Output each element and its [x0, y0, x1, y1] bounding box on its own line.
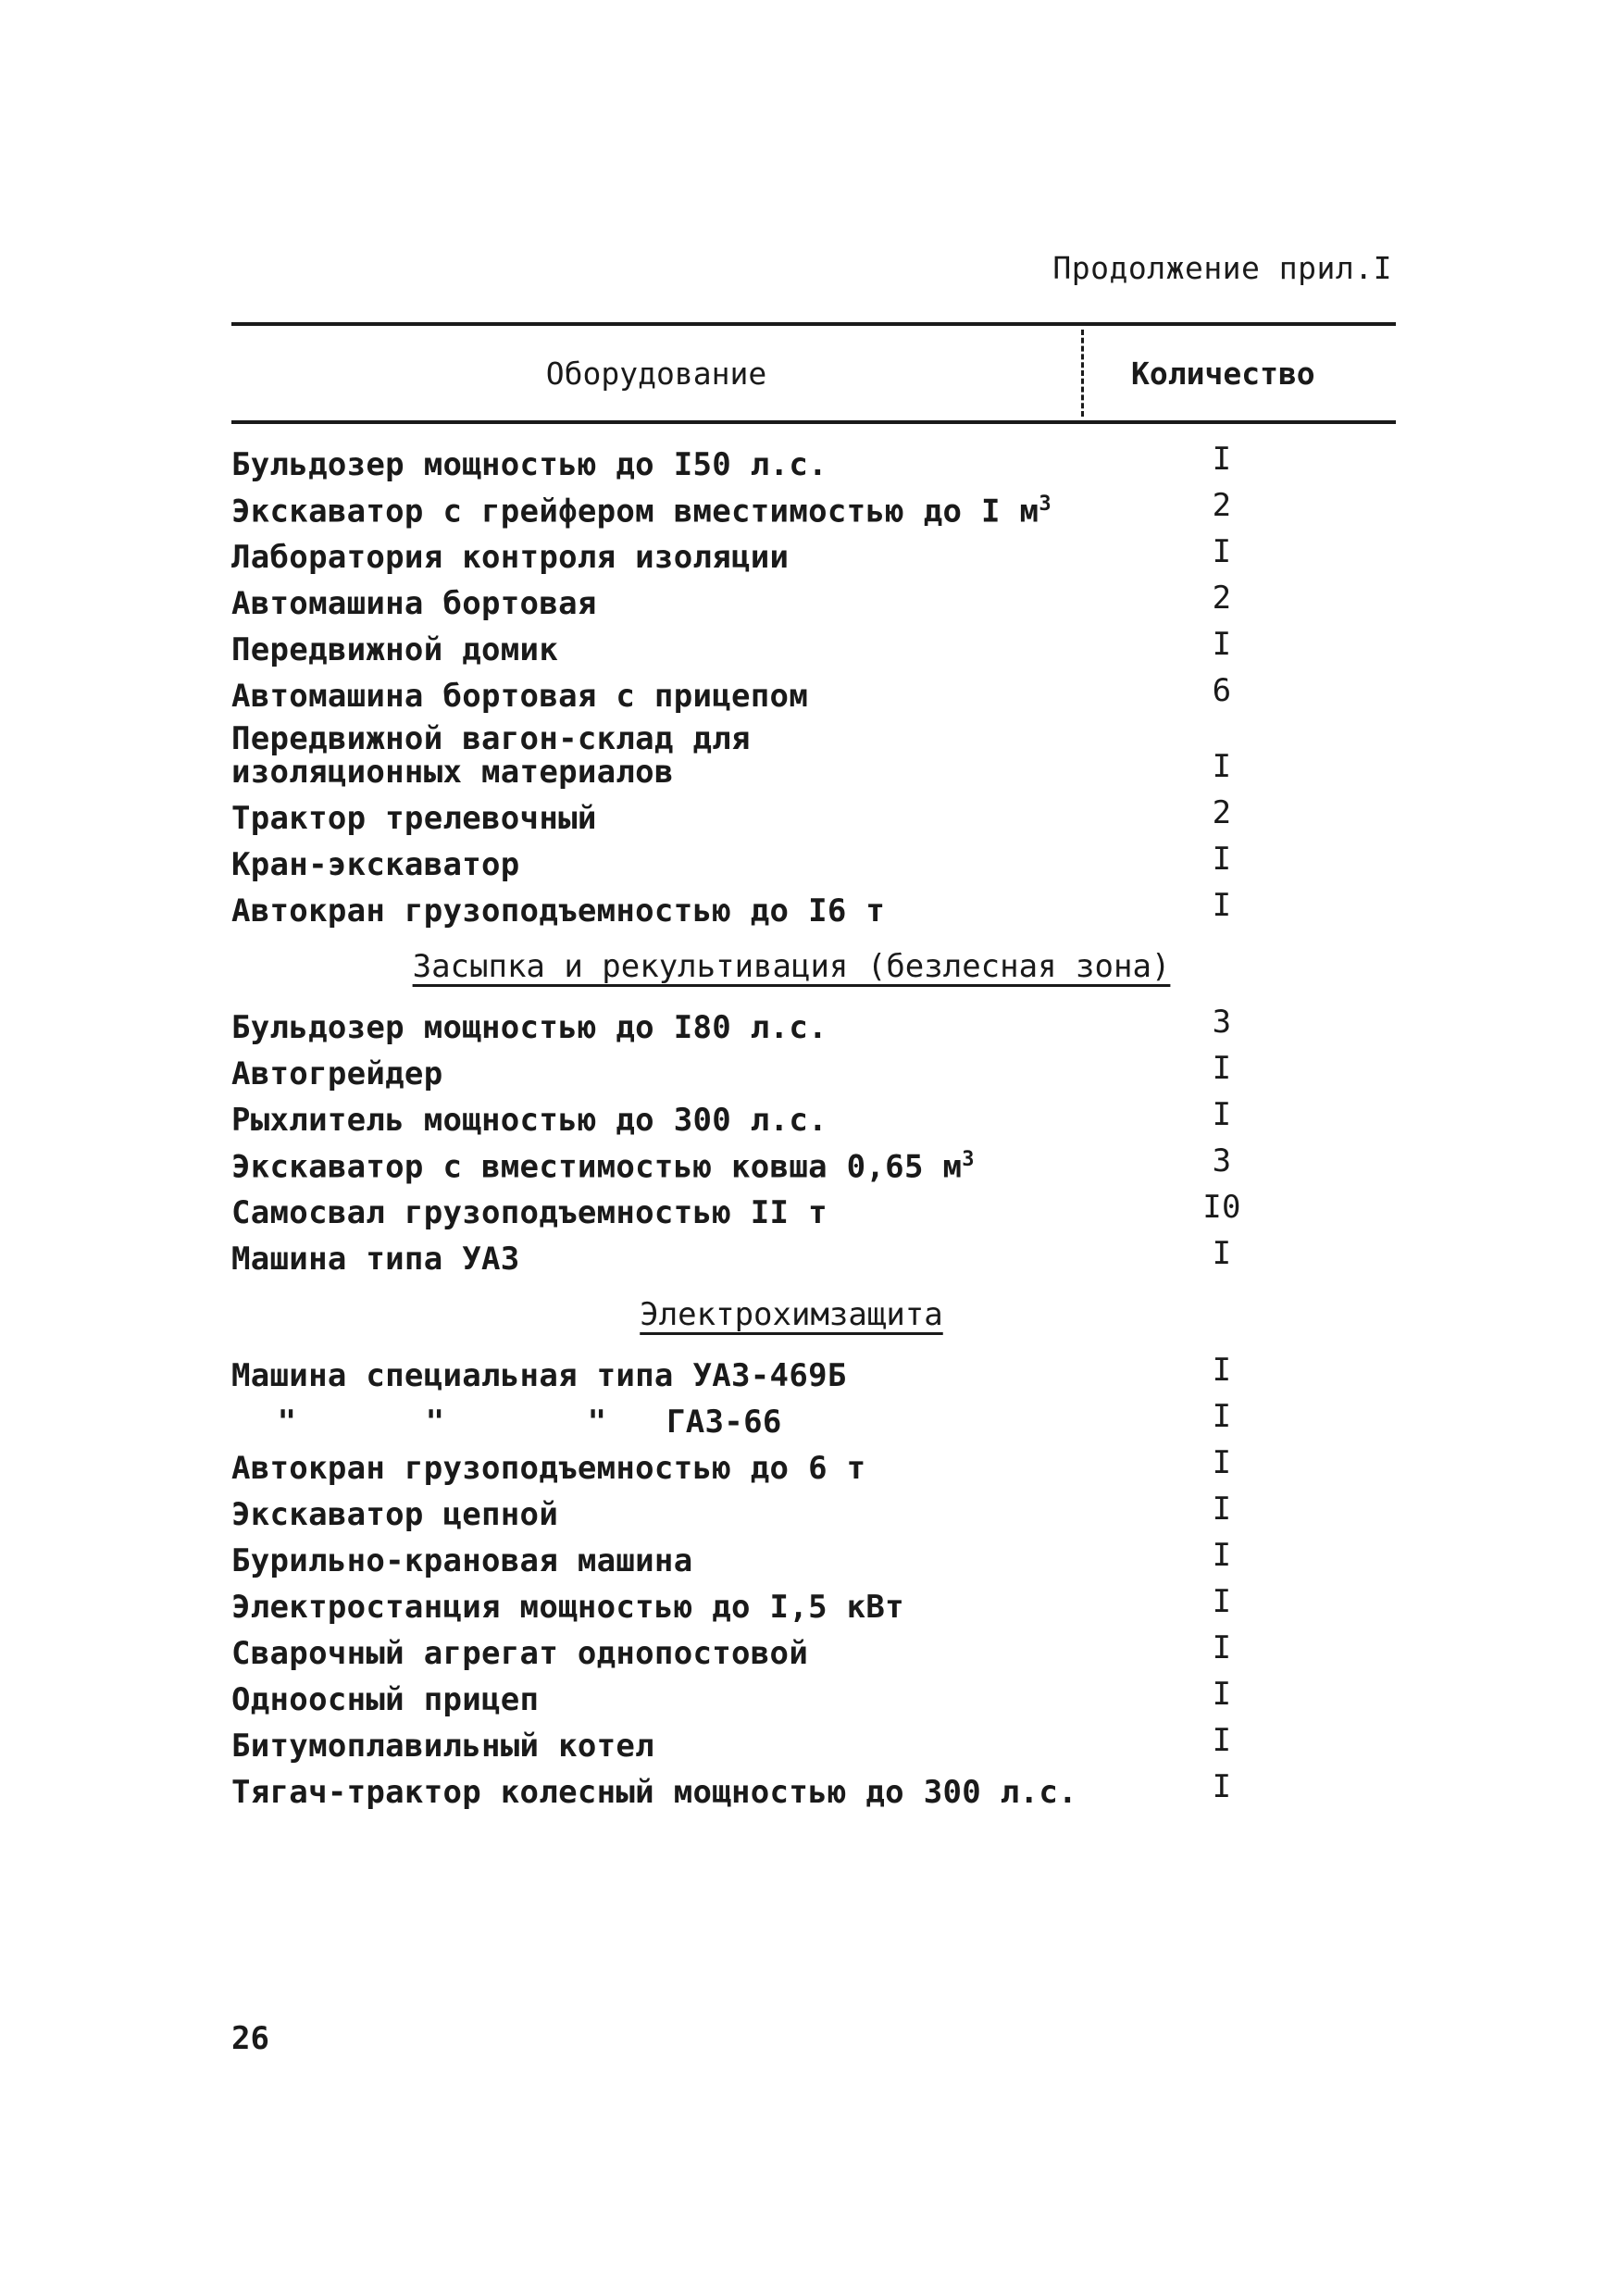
list-item: [231, 1716, 1250, 1763]
list-item: [231, 789, 1250, 835]
list-item: [231, 1624, 1250, 1670]
item-quantity: I: [1212, 441, 1232, 478]
item-quantity: I: [1212, 1537, 1232, 1574]
list-item: [231, 1346, 1250, 1392]
list-item: [231, 998, 1250, 1044]
item-quantity: I: [1212, 1722, 1232, 1759]
item-quantity: I: [1212, 841, 1232, 878]
page-number: 26: [231, 2020, 269, 2057]
item-name: Электростанция мощностью до I,5 кВт: [231, 1589, 904, 1626]
item-name: " " " ГАЗ-66: [231, 1405, 1157, 1439]
list-item: [231, 667, 1250, 713]
item-quantity: I: [1212, 1050, 1232, 1087]
item-name: Передвижной вагон-склад для изоляционных материалов: [231, 720, 751, 791]
list-item: [231, 528, 1250, 574]
list-item: [231, 1439, 1250, 1485]
list-item: [231, 1183, 1250, 1229]
list-item: [231, 1578, 1250, 1624]
item-name: Кран-экскаватор: [231, 846, 520, 883]
item-name: Бурильно-крановая машина: [231, 1542, 693, 1579]
item-name: Автокран грузоподъемностью до 6 т: [231, 1450, 866, 1487]
item-name: Трактор трелевочный: [231, 800, 597, 837]
item-quantity: 2: [1212, 580, 1232, 617]
list-item: [231, 1670, 1250, 1716]
quantity-column-header: Количество: [1131, 355, 1315, 392]
item-name: Сварочный агрегат однопостовой: [231, 1635, 809, 1672]
list-item: [231, 435, 1250, 481]
list-item: [231, 1091, 1250, 1137]
item-quantity: I: [1212, 887, 1232, 924]
item-name: Автогрейдер: [231, 1055, 443, 1092]
item-name: Битумоплавильный котел: [231, 1728, 654, 1765]
ditto-marks: " " ": [277, 1404, 607, 1441]
superscript: 3: [962, 1147, 975, 1171]
column-separator: [1081, 330, 1087, 417]
item-quantity: I0: [1202, 1189, 1241, 1226]
item-quantity: I: [1212, 1629, 1232, 1666]
list-item: [231, 1392, 1250, 1439]
item-quantity: I: [1212, 1235, 1232, 1272]
item-quantity: 3: [1212, 1142, 1232, 1179]
item-name: Машина специальная типа УАЗ-469Б: [231, 1357, 847, 1394]
item-quantity: 3: [1212, 1004, 1232, 1041]
item-quantity: I: [1212, 1491, 1232, 1528]
item-name: Экскаватор цепной: [231, 1496, 559, 1533]
item-name: Тягач-трактор колесный мощностью до 300 л.с.: [231, 1774, 1077, 1811]
list-item: [231, 1763, 1250, 1809]
list-item: [231, 1044, 1250, 1091]
item-quantity: 2: [1212, 794, 1232, 831]
list-item: [231, 1531, 1250, 1578]
item-name: Экскаватор с вместимостью ковша 0,65 $м^3$: [231, 1147, 975, 1185]
list-item: [231, 835, 1250, 881]
equipment-list: [231, 435, 1250, 1809]
list-item: [231, 574, 1250, 620]
item-quantity: I: [1212, 1352, 1232, 1389]
list-item: [231, 1229, 1250, 1276]
list-item: [231, 881, 1250, 928]
table-header: [231, 322, 1396, 424]
item-quantity: I: [1212, 1444, 1232, 1481]
list-item: [231, 1137, 1250, 1183]
item-name: Одноосный прицеп: [231, 1681, 540, 1718]
item-name: Машина типа УАЗ: [231, 1241, 520, 1278]
item-name: Лаборатория контроля изоляции: [231, 539, 790, 576]
item-quantity: I: [1212, 1398, 1232, 1435]
item-quantity: I: [1212, 1676, 1232, 1713]
item-quantity: I: [1212, 748, 1232, 785]
item-name: Автомашина бортовая: [231, 585, 597, 622]
list-item: [231, 620, 1250, 667]
list-item: [231, 481, 1250, 528]
item-name: Передвижной домик: [231, 631, 559, 668]
equipment-column-header: Оборудование: [545, 355, 767, 392]
item-name: Автокран грузоподъемностью до I6 т: [231, 892, 886, 930]
superscript: 3: [1039, 492, 1052, 516]
item-quantity: I: [1212, 533, 1232, 570]
item-name: Автомашина бортовая с прицепом: [231, 678, 809, 715]
item-quantity: I: [1212, 1096, 1232, 1133]
item-quantity: I: [1212, 626, 1232, 663]
item-name: Экскаватор с грейфером вместимостью до I $м^3$: [231, 492, 1052, 530]
item-quantity: I: [1212, 1583, 1232, 1620]
item-quantity: I: [1212, 1768, 1232, 1805]
item-name: Бульдозер мощностью до I50 л.с.: [231, 446, 828, 483]
item-name: Рыхлитель мощностью до 300 л.с.: [231, 1102, 828, 1139]
item-quantity: 6: [1212, 672, 1232, 709]
list-item: [231, 1485, 1250, 1531]
item-quantity: 2: [1212, 487, 1232, 524]
section-title-backfill: Засыпка и рекультивация (безлесная зона): [412, 948, 1171, 985]
header-bottom-rule: [231, 420, 1396, 424]
continuation-label: Продолжение прил.I: [1052, 250, 1392, 286]
item-name: Бульдозер мощностью до I80 л.с.: [231, 1009, 828, 1046]
item-name: Самосвал грузоподъемностью II т: [231, 1194, 828, 1231]
list-item: [231, 713, 1250, 789]
section-title-cathodic-protection: Электрохимзащита: [640, 1296, 943, 1333]
